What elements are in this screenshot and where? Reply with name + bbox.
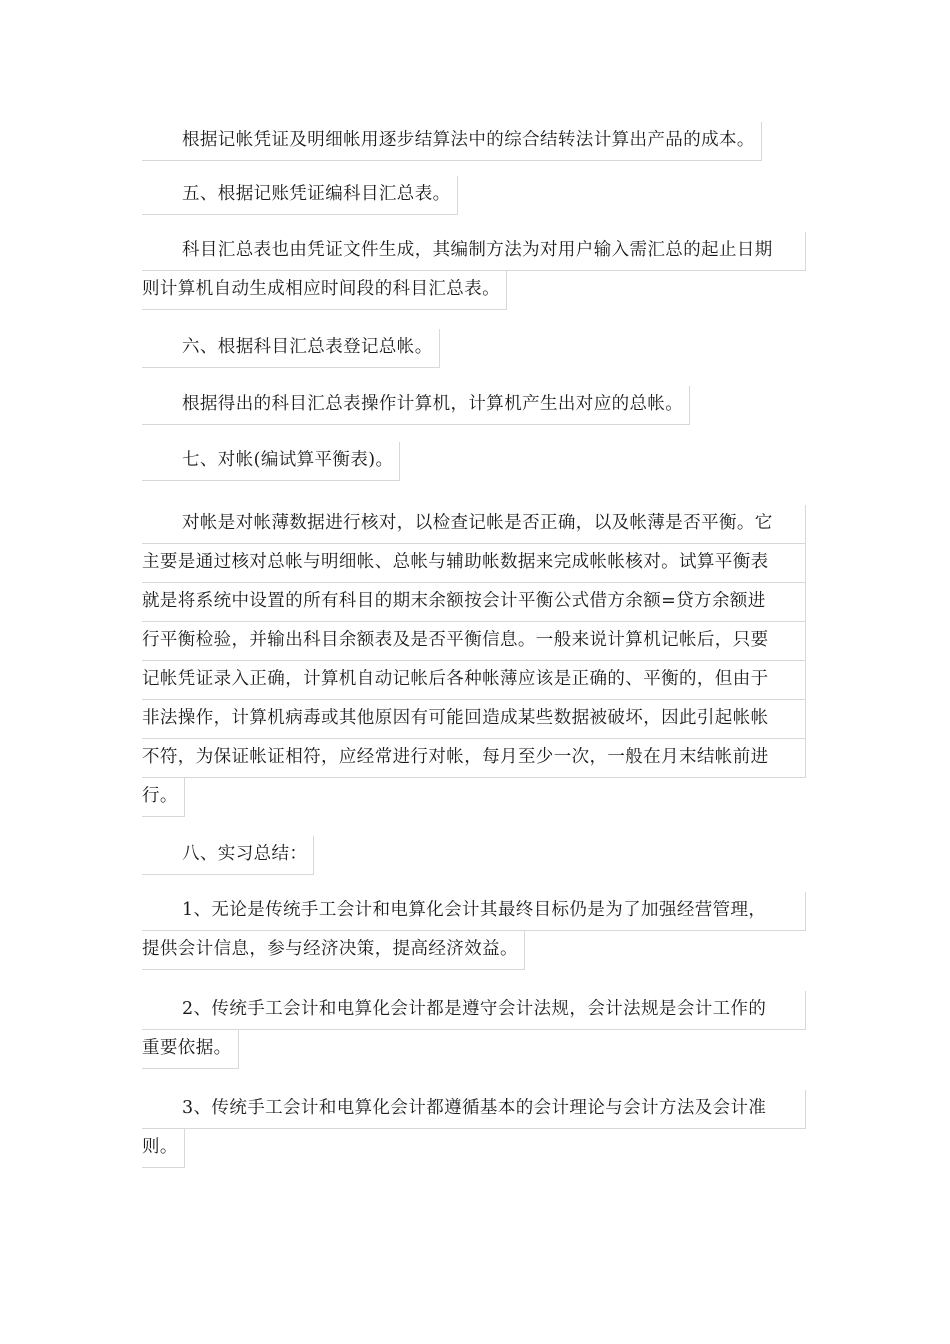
heading-seven	[142, 442, 808, 485]
heading-eight	[142, 836, 808, 879]
heading-line: 五、根据记账凭证编科目汇总表。	[142, 176, 458, 215]
paragraph-line: 行。	[142, 778, 185, 817]
paragraph-line: 就是将系统中设置的所有科目的期末余额按会计平衡公式借方余额=贷方余额进	[142, 583, 806, 622]
paragraph-line: 则计算机自动生成相应时间段的科目汇总表。	[142, 271, 507, 310]
paragraph-line: 对帐是对帐薄数据进行核对，以检查记帐是否正确，以及帐薄是否平衡。它	[142, 505, 806, 544]
paragraph-line: 提供会计信息，参与经济决策，提高经济效益。	[142, 931, 525, 970]
paragraph-line: 非法操作，计算机病毒或其他原因有可能回造成某些数据被破坏，因此引起帐帐	[142, 700, 806, 739]
paragraph-summary-1	[142, 892, 808, 974]
paragraph-product-cost	[142, 122, 808, 165]
heading-five	[142, 176, 808, 219]
paragraph-line: 2、传统手工会计和电算化会计都是遵守会计法规，会计法规是会计工作的	[142, 991, 806, 1030]
paragraph-line: 3、传统手工会计和电算化会计都遵循基本的会计理论与会计方法及会计准	[142, 1090, 806, 1129]
paragraph-line: 1、无论是传统手工会计和电算化会计其最终目标仍是为了加强经营管理，	[142, 892, 806, 931]
paragraph-line: 不符，为保证帐证相符，应经常进行对帐，每月至少一次，一般在月末结帐前进	[142, 739, 806, 778]
heading-line: 八、实习总结：	[142, 836, 314, 875]
paragraph-line: 根据记帐凭证及明细帐用逐步结算法中的综合结转法计算出产品的成本。	[142, 122, 762, 161]
paragraph-reconciliation	[142, 505, 808, 821]
paragraph-general-ledger	[142, 386, 808, 429]
paragraph-summary-2	[142, 991, 808, 1073]
paragraph-summary-table	[142, 232, 808, 314]
paragraph-line: 主要是通过核对总帐与明细帐、总帐与辅助帐数据来完成帐帐核对。试算平衡表	[142, 544, 806, 583]
paragraph-line: 行平衡检验，并输出科目余额表及是否平衡信息。一般来说计算机记帐后，只要	[142, 622, 806, 661]
paragraph-line: 则。	[142, 1129, 185, 1168]
paragraph-line: 科目汇总表也由凭证文件生成，其编制方法为对用户输入需汇总的起止日期	[142, 232, 806, 271]
paragraph-line: 根据得出的科目汇总表操作计算机，计算机产生出对应的总帐。	[142, 386, 690, 425]
heading-line: 七、对帐(编试算平衡表)。	[142, 442, 400, 481]
heading-six	[142, 329, 808, 372]
paragraph-summary-3	[142, 1090, 808, 1172]
paragraph-line: 记帐凭证录入正确，计算机自动记帐后各种帐薄应该是正确的、平衡的，但由于	[142, 661, 806, 700]
heading-line: 六、根据科目汇总表登记总帐。	[142, 329, 440, 368]
paragraph-line: 重要依据。	[142, 1030, 239, 1069]
